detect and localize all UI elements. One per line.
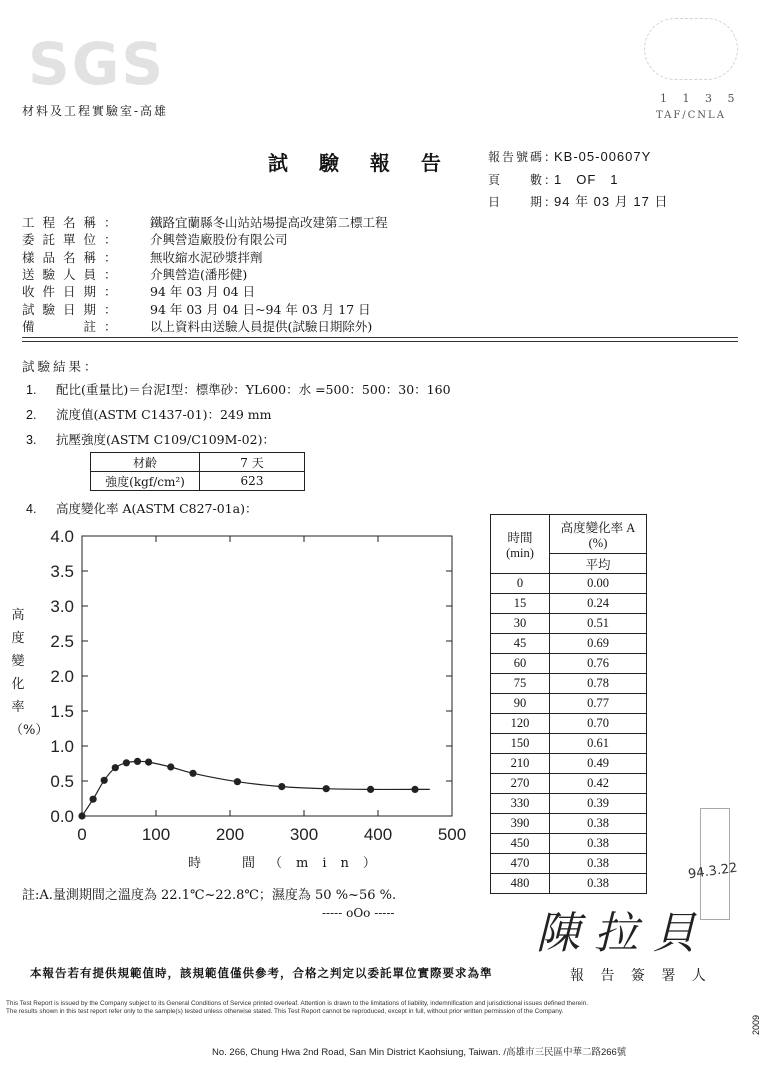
data-point xyxy=(145,759,152,766)
signer-label: 報 告 簽 署 人 xyxy=(570,968,712,984)
table-row xyxy=(491,594,647,614)
change-cell: 0.42 xyxy=(550,774,647,794)
divider-line xyxy=(22,337,738,338)
change-cell: 0.00 xyxy=(550,574,647,594)
data-point xyxy=(323,785,330,792)
y-axis-label: 高度變化率（%） xyxy=(10,608,49,738)
table-row xyxy=(91,453,305,472)
y-tick-label: 0.5 xyxy=(50,772,74,791)
y-tick-label: 0.0 xyxy=(50,807,74,826)
date-row xyxy=(488,191,668,210)
change-cell: 0.49 xyxy=(550,754,647,774)
measurement-note: 註:A.量測期間之溫度為 22.1℃~22.8℃；濕度為 50 %~56 %. xyxy=(22,888,397,903)
age-label: 材齡 xyxy=(91,453,200,472)
report-title: 試 驗 報 告 xyxy=(268,151,453,175)
data-point xyxy=(234,778,241,785)
table-row xyxy=(491,654,647,674)
info-label: 委託單位： xyxy=(22,232,125,248)
info-row xyxy=(22,230,288,248)
info-label: 工程名稱： xyxy=(22,215,125,230)
y-tick-label: 3.0 xyxy=(50,597,74,616)
table-row xyxy=(491,574,647,594)
data-point xyxy=(367,786,374,793)
info-value: 以上資料由送驗人員提供(試驗日期除外) xyxy=(150,318,373,334)
table-row xyxy=(491,734,647,754)
info-label: 送驗人員： xyxy=(22,266,125,282)
info-value: 94 年 03 月 04 日~94 年 03 月 17 日 xyxy=(150,301,371,317)
result-item-4 xyxy=(26,499,257,517)
time-cell: 120 xyxy=(491,714,550,734)
age-value: 7 天 xyxy=(200,453,305,472)
form-number: 2009 xyxy=(751,1014,762,1036)
info-row xyxy=(22,265,247,283)
info-row xyxy=(22,317,372,335)
data-point xyxy=(123,759,130,766)
item-text: 配比(重量比)＝台泥Ⅰ型：標準砂：YL600：水 =500：500：30：160 xyxy=(56,382,451,397)
info-label: 備 註： xyxy=(22,318,125,334)
item-number: 3. xyxy=(26,433,37,447)
info-row xyxy=(22,282,255,300)
time-cell: 30 xyxy=(491,614,550,634)
data-point xyxy=(134,758,141,765)
table-row xyxy=(491,614,647,634)
lab-name: 材料及工程實驗室-高雄 xyxy=(22,104,169,118)
item-text: 流度值(ASTM C1437-01)：249 mm xyxy=(56,407,272,422)
change-cell: 0.38 xyxy=(550,874,647,894)
change-column-header: 高度變化率 A (%) xyxy=(550,515,647,554)
change-cell: 0.69 xyxy=(550,634,647,654)
result-item-1 xyxy=(26,380,451,398)
report-number: KB-05-00607Y xyxy=(554,149,652,164)
result-item-2 xyxy=(26,405,272,423)
time-cell: 480 xyxy=(491,874,550,894)
data-point xyxy=(189,770,196,777)
change-cell: 0.61 xyxy=(550,734,647,754)
info-label: 樣品名稱： xyxy=(22,249,125,265)
signature xyxy=(528,896,718,966)
info-value: 無收縮水泥砂漿拌劑 xyxy=(150,249,263,265)
info-label: 試驗日期： xyxy=(22,301,125,317)
disclaimer: 本報告若有提供規範值時，該規範值僅供參考，合格之判定以委託單位實際要求為準 xyxy=(30,966,493,980)
height-change-chart xyxy=(8,520,478,850)
report-number-label: 報告號碼： xyxy=(488,150,559,164)
accreditation-number: 1 1 3 5 xyxy=(660,92,741,105)
company-logo: SGS xyxy=(28,30,166,98)
series-line xyxy=(82,761,430,816)
time-cell: 150 xyxy=(491,734,550,754)
result-item-3 xyxy=(26,430,275,448)
table-row xyxy=(491,774,647,794)
item-number: 4. xyxy=(26,502,37,516)
info-value: 94 年 03 月 04 日 xyxy=(150,284,256,300)
time-cell: 390 xyxy=(491,814,550,834)
pages-row xyxy=(488,169,619,188)
change-cell: 0.38 xyxy=(550,834,647,854)
handwritten-date: 94.3.22 xyxy=(687,860,739,883)
change-cell: 0.24 xyxy=(550,594,647,614)
table-row xyxy=(491,834,647,854)
time-cell: 45 xyxy=(491,634,550,654)
table-row xyxy=(491,694,647,714)
table-row xyxy=(491,854,647,874)
y-tick-label: 1.0 xyxy=(50,737,74,756)
x-tick-label: 400 xyxy=(363,825,393,844)
table-row xyxy=(491,674,647,694)
change-cell: 0.38 xyxy=(550,814,647,834)
info-label: 收件日期： xyxy=(22,284,125,300)
time-cell: 15 xyxy=(491,594,550,614)
y-tick-label: 2.0 xyxy=(50,667,74,686)
info-value: 介興營造(潘彤健) xyxy=(150,266,248,282)
y-tick-label: 2.5 xyxy=(50,632,74,651)
data-point xyxy=(278,783,285,790)
pages-label: 頁 數： xyxy=(488,173,559,187)
data-point xyxy=(411,786,418,793)
time-cell: 210 xyxy=(491,754,550,774)
height-change-table xyxy=(490,514,647,894)
x-axis-label: 時 間（min） xyxy=(188,856,390,871)
change-cell: 0.76 xyxy=(550,654,647,674)
table-row xyxy=(91,472,305,491)
end-mark: ----- oOo ----- xyxy=(322,906,395,920)
x-tick-label: 300 xyxy=(289,825,319,844)
change-cell: 0.77 xyxy=(550,694,647,714)
signature-text: 陳 拉 貝 xyxy=(536,908,696,959)
item-text: 抗壓強度(ASTM C109/C109M-02)： xyxy=(56,432,275,447)
info-value: 鐵路宜蘭縣冬山站站場提高改建第二標工程 xyxy=(150,215,388,230)
table-row xyxy=(491,794,647,814)
date-value: 94 年 03 月 17 日 xyxy=(554,194,669,209)
time-cell: 90 xyxy=(491,694,550,714)
accreditation-name: TAF/CNLA xyxy=(656,110,726,121)
fine-print: This Test Report is issued by the Company subject to its General Conditions of Service printed overleaf. Attention is drawn to the limitations of liability, indemnification and jurisdictional issues defined therein. The results shown in this test report refer only to the sample(s) tested unless otherwise stated. This Test Report cannot be reproduced, except in full, without prior written permission of the Company. xyxy=(6,1000,588,1015)
info-row xyxy=(22,300,371,318)
data-point xyxy=(78,812,85,819)
data-point xyxy=(167,763,174,770)
x-tick-label: 0 xyxy=(77,825,87,844)
date-label: 日 期： xyxy=(488,195,559,209)
time-cell: 0 xyxy=(491,574,550,594)
data-point xyxy=(101,777,108,784)
x-tick-label: 100 xyxy=(141,825,171,844)
item-number: 1. xyxy=(26,383,37,397)
time-cell: 75 xyxy=(491,674,550,694)
time-cell: 60 xyxy=(491,654,550,674)
item-text: 高度變化率 A(ASTM C827-01a)： xyxy=(56,501,258,516)
change-cell: 0.39 xyxy=(550,794,647,814)
table-row xyxy=(491,634,647,654)
table-row xyxy=(491,814,647,834)
change-cell: 0.78 xyxy=(550,674,647,694)
strength-label: 強度(kgf/cm²) xyxy=(91,472,200,491)
change-cell: 0.70 xyxy=(550,714,647,734)
time-cell: 470 xyxy=(491,854,550,874)
table-header-row xyxy=(491,515,647,554)
time-column-header: 時間 (min) xyxy=(491,515,550,574)
y-tick-label: 3.5 xyxy=(50,562,74,581)
plot-frame xyxy=(82,536,452,816)
divider-line xyxy=(22,341,738,342)
accreditation-seal xyxy=(644,18,738,80)
time-cell: 450 xyxy=(491,834,550,854)
data-point xyxy=(90,796,97,803)
item-number: 2. xyxy=(26,408,37,422)
pages-value: 1 OF 1 xyxy=(554,172,619,187)
report-number-row xyxy=(488,148,651,165)
info-row xyxy=(22,213,388,231)
company-address: No. 266, Chung Hwa 2nd Road, San Min District Kaohsiung, Taiwan. /高雄市三民區中華二路266號 xyxy=(212,1047,627,1058)
info-row xyxy=(22,248,263,266)
change-cell: 0.38 xyxy=(550,854,647,874)
table-row xyxy=(491,874,647,894)
table-row xyxy=(491,754,647,774)
x-tick-label: 200 xyxy=(215,825,245,844)
data-point xyxy=(112,764,119,771)
results-heading: 試驗結果： xyxy=(22,359,100,374)
table-row xyxy=(491,714,647,734)
x-tick-label: 500 xyxy=(437,825,467,844)
average-column-header: 平均 xyxy=(550,554,647,574)
time-cell: 270 xyxy=(491,774,550,794)
info-value: 介興營造廠股份有限公司 xyxy=(150,232,288,248)
strength-table xyxy=(90,452,305,491)
strength-value: 623 xyxy=(200,472,305,491)
y-tick-label: 4.0 xyxy=(50,527,74,546)
y-tick-label: 1.5 xyxy=(50,702,74,721)
change-cell: 0.51 xyxy=(550,614,647,634)
time-cell: 330 xyxy=(491,794,550,814)
